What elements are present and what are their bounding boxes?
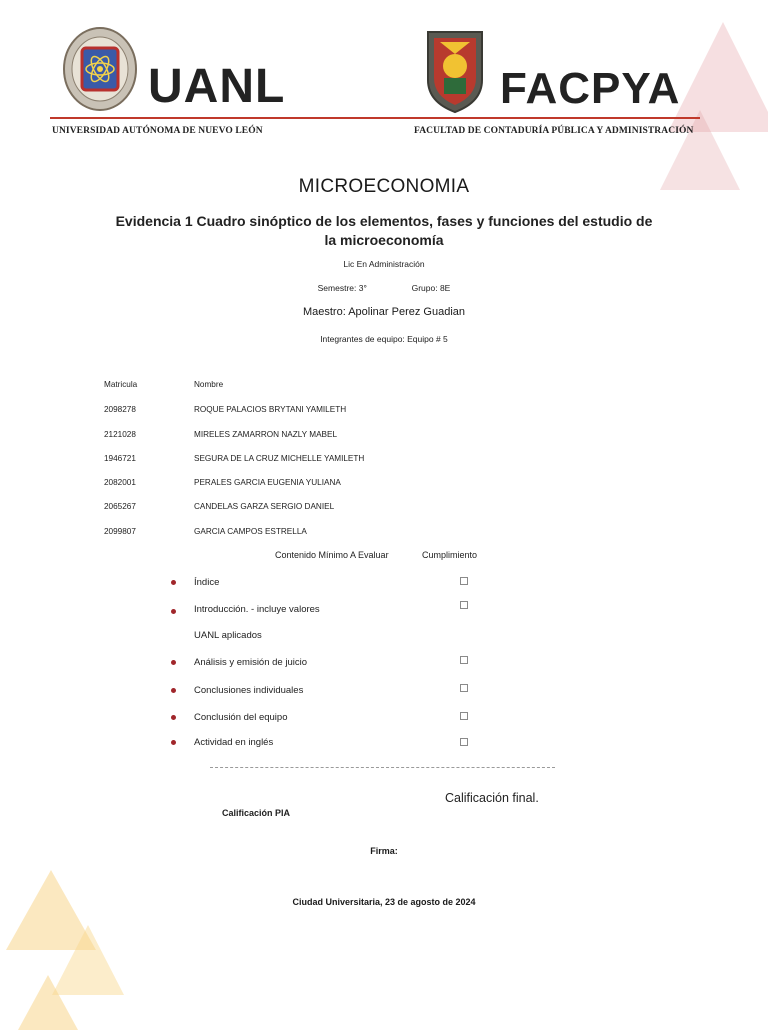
bullet-icon bbox=[171, 660, 176, 665]
checklist-content-header: Contenido Mínimo A Evaluar bbox=[275, 550, 389, 560]
bullet-icon bbox=[171, 740, 176, 745]
checklist-checkbox[interactable] bbox=[460, 656, 468, 664]
header-divider bbox=[50, 117, 700, 119]
checklist-checkbox[interactable] bbox=[460, 601, 468, 609]
uanl-wordmark: UANL bbox=[148, 60, 286, 113]
student-name: SEGURA DE LA CRUZ MICHELLE YAMILETH bbox=[194, 454, 365, 463]
nombre-header: Nombre bbox=[194, 380, 224, 389]
student-matricula: 2082001 bbox=[104, 478, 136, 487]
checklist-checkbox[interactable] bbox=[460, 738, 468, 746]
student-matricula: 1946721 bbox=[104, 454, 136, 463]
student-matricula: 2065267 bbox=[104, 502, 136, 511]
university-name: UNIVERSIDAD AUTÓNOMA DE NUEVO LEÓN bbox=[52, 126, 263, 136]
bullet-icon bbox=[171, 609, 176, 614]
student-name: PERALES GARCIA EUGENIA YULIANA bbox=[194, 478, 341, 487]
student-matricula: 2099807 bbox=[104, 527, 136, 536]
checklist-checkbox[interactable] bbox=[460, 577, 468, 585]
signature-label: Firma: bbox=[370, 846, 398, 856]
student-name: MIRELES ZAMARRON NAZLY MABEL bbox=[194, 430, 338, 439]
bullet-icon bbox=[171, 580, 176, 585]
checklist-status-header: Cumplimiento bbox=[422, 550, 478, 560]
checklist-item-label: Índice bbox=[194, 577, 220, 588]
checklist-checkbox[interactable] bbox=[460, 684, 468, 692]
semester-label: Semestre: 3° bbox=[317, 283, 367, 293]
student-matricula: 2098278 bbox=[104, 405, 136, 414]
place-date: Ciudad Universitaria, 23 de agosto de 2024 bbox=[292, 897, 476, 907]
checklist-item-label: Introducción. - incluye valores bbox=[194, 604, 320, 615]
checklist-item-label: Análisis y emisión de juicio bbox=[194, 657, 307, 668]
group-label: Grupo: 8E bbox=[411, 283, 451, 293]
career-label: Lic En Administración bbox=[343, 259, 425, 269]
course-title: MICROECONOMIA bbox=[298, 176, 470, 197]
checklist-checkbox[interactable] bbox=[460, 712, 468, 720]
facpya-crest-logo bbox=[422, 28, 488, 114]
semester-group-line bbox=[0, 283, 768, 293]
bullet-icon bbox=[171, 688, 176, 693]
facpya-wordmark: FACPYA bbox=[500, 64, 681, 113]
bullet-icon bbox=[171, 715, 176, 720]
teacher-label: Maestro: Apolinar Perez Guadian bbox=[302, 306, 466, 318]
separator-line bbox=[210, 767, 555, 768]
decorative-triangle bbox=[18, 975, 78, 1030]
student-name: GARCIA CAMPOS ESTRELLA bbox=[194, 527, 307, 536]
student-matricula: 2121028 bbox=[104, 430, 136, 439]
uanl-seal-logo bbox=[62, 26, 138, 112]
matricula-header: Matricula bbox=[104, 380, 138, 389]
evidence-title: Evidencia 1 Cuadro sinóptico de los elementos, fases y funciones del estudio de la microeconomía bbox=[115, 213, 653, 248]
checklist-item-label: Conclusiones individuales bbox=[194, 685, 304, 696]
checklist-item-label: Conclusión del equipo bbox=[194, 712, 288, 723]
final-grade-label: Calificación final. bbox=[445, 791, 539, 805]
checklist-item-label: Actividad en inglés bbox=[194, 737, 274, 748]
team-label: Integrantes de equipo: Equipo # 5 bbox=[320, 334, 448, 344]
checklist-item-label: UANL aplicados bbox=[194, 630, 262, 641]
faculty-name: FACULTAD DE CONTADURÍA PÚBLICA Y ADMINISTRACIÓN bbox=[414, 126, 694, 136]
pia-grade-label: Calificación PIA bbox=[222, 808, 291, 818]
student-name: CANDELAS GARZA SERGIO DANIEL bbox=[194, 502, 335, 511]
student-name: ROQUE PALACIOS BRYTANI YAMILETH bbox=[194, 405, 347, 414]
